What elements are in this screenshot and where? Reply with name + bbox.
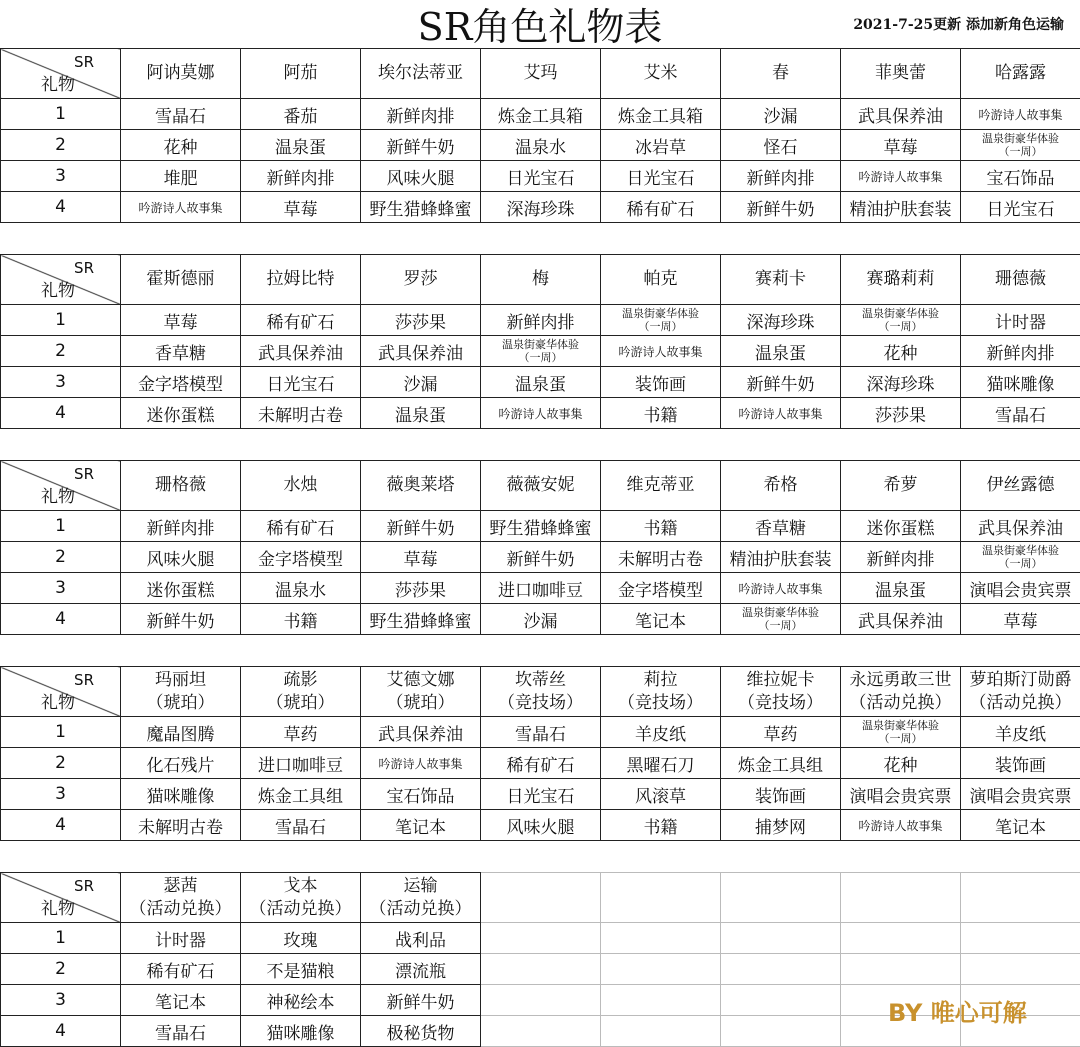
empty-cell (961, 923, 1080, 954)
gift-cell: 金字塔模型 (121, 367, 241, 398)
rank-label: 3 (1, 573, 121, 604)
gift-cell: 魔晶图腾 (121, 717, 241, 748)
gift-cell: 风味火腿 (361, 161, 481, 192)
corner-sr-label: SR (74, 877, 94, 895)
gift-row (1, 779, 1080, 810)
gift-cell: 草莓 (361, 542, 481, 573)
empty-cell (841, 923, 961, 954)
gift-row (1, 511, 1080, 542)
character-name: 坎蒂丝 （竞技场） (481, 667, 601, 717)
gift-cell: 稀有矿石 (241, 511, 361, 542)
empty-cell (961, 954, 1080, 985)
character-name: 艾德文娜 （琥珀） (361, 667, 481, 717)
gift-cell: 日光宝石 (481, 779, 601, 810)
gift-cell: 书籍 (241, 604, 361, 635)
gift-cell: 新鲜牛奶 (721, 192, 841, 223)
empty-cell (481, 985, 601, 1016)
gift-cell: 草莓 (241, 192, 361, 223)
empty-cell (721, 1016, 841, 1047)
gift-cell: 吟游诗人故事集 (121, 192, 241, 223)
corner-cell (1, 873, 121, 923)
gift-cell: 花种 (841, 748, 961, 779)
gift-cell: 香草糖 (121, 336, 241, 367)
gift-cell: 温泉街豪华体验 （一周） (961, 130, 1080, 161)
rank-label: 3 (1, 779, 121, 810)
gift-cell: 温泉街豪华体验 （一周） (601, 305, 721, 336)
gift-cell: 新鲜牛奶 (721, 367, 841, 398)
gift-cell: 新鲜肉排 (361, 99, 481, 130)
gift-cell: 香草糖 (721, 511, 841, 542)
rank-label: 2 (1, 336, 121, 367)
gift-cell: 风味火腿 (121, 542, 241, 573)
character-name: 埃尔法蒂亚 (361, 49, 481, 99)
gift-table-4 (0, 666, 1080, 841)
gift-cell: 番茄 (241, 99, 361, 130)
empty-cell (721, 873, 841, 923)
gift-cell: 吟游诗人故事集 (361, 748, 481, 779)
gift-cell: 温泉蛋 (841, 573, 961, 604)
empty-cell (601, 954, 721, 985)
character-name: 永远勇敢三世 （活动兑换） (841, 667, 961, 717)
character-name: 莉拉 （竞技场） (601, 667, 721, 717)
character-name: 拉姆比特 (241, 255, 361, 305)
empty-cell (721, 985, 841, 1016)
gift-cell: 新鲜肉排 (721, 161, 841, 192)
character-name: 阿茄 (241, 49, 361, 99)
rank-label: 4 (1, 192, 121, 223)
gift-cell: 吟游诗人故事集 (961, 99, 1080, 130)
gift-cell: 宝石饰品 (961, 161, 1080, 192)
character-name: 薇薇安妮 (481, 461, 601, 511)
gift-cell: 吟游诗人故事集 (721, 573, 841, 604)
character-name: 赛璐莉莉 (841, 255, 961, 305)
rank-label: 4 (1, 604, 121, 635)
gift-cell: 装饰画 (601, 367, 721, 398)
gift-cell: 书籍 (601, 511, 721, 542)
gift-row (1, 161, 1080, 192)
empty-cell (601, 1016, 721, 1047)
rank-label: 1 (1, 99, 121, 130)
gift-cell: 进口咖啡豆 (241, 748, 361, 779)
corner-gift-label: 礼物 (41, 693, 75, 713)
rank-label: 2 (1, 954, 121, 985)
gift-cell: 温泉蛋 (721, 336, 841, 367)
gift-cell: 草药 (721, 717, 841, 748)
gift-cell: 吟游诗人故事集 (601, 336, 721, 367)
rank-label: 4 (1, 810, 121, 841)
gift-cell: 金字塔模型 (601, 573, 721, 604)
gift-table-2 (0, 254, 1080, 429)
gift-cell: 捕梦网 (721, 810, 841, 841)
gift-cell: 炼金工具组 (721, 748, 841, 779)
gift-cell: 沙漏 (361, 367, 481, 398)
gift-cell: 稀有矿石 (121, 954, 241, 985)
character-name: 疏影 （琥珀） (241, 667, 361, 717)
gift-cell: 冰岩草 (601, 130, 721, 161)
gift-cell: 温泉水 (241, 573, 361, 604)
gift-row (1, 367, 1080, 398)
gift-row (1, 573, 1080, 604)
gift-row (1, 748, 1080, 779)
gift-cell: 日光宝石 (241, 367, 361, 398)
empty-cell (601, 923, 721, 954)
corner-gift-label: 礼物 (41, 487, 75, 507)
gift-cell: 新鲜牛奶 (361, 130, 481, 161)
character-name: 维拉妮卡 （竞技场） (721, 667, 841, 717)
rank-label: 1 (1, 511, 121, 542)
character-header-row (1, 461, 1080, 511)
gift-cell: 神秘绘本 (241, 985, 361, 1016)
gift-cell: 温泉蛋 (241, 130, 361, 161)
corner-sr-label: SR (74, 671, 94, 689)
gift-cell: 演唱会贵宾票 (841, 779, 961, 810)
corner-cell (1, 667, 121, 717)
character-name: 瑟茜 （活动兑换） (121, 873, 241, 923)
gift-cell: 吟游诗人故事集 (481, 398, 601, 429)
empty-cell (961, 873, 1080, 923)
character-name: 赛莉卡 (721, 255, 841, 305)
character-name: 萝珀斯汀勋爵 （活动兑换） (961, 667, 1080, 717)
character-name: 希格 (721, 461, 841, 511)
gift-cell: 极秘货物 (361, 1016, 481, 1047)
gift-row (1, 542, 1080, 573)
gift-cell: 草药 (241, 717, 361, 748)
rank-label: 4 (1, 1016, 121, 1047)
gift-cell: 宝石饰品 (361, 779, 481, 810)
gift-cell: 金字塔模型 (241, 542, 361, 573)
gift-cell: 温泉水 (481, 130, 601, 161)
gift-cell: 炼金工具箱 (601, 99, 721, 130)
gift-cell: 笔记本 (361, 810, 481, 841)
gift-cell: 草莓 (961, 604, 1080, 635)
gift-cell: 装饰画 (961, 748, 1080, 779)
gift-cell: 吟游诗人故事集 (841, 161, 961, 192)
character-name: 罗莎 (361, 255, 481, 305)
rank-label: 3 (1, 161, 121, 192)
gift-cell: 猫咪雕像 (121, 779, 241, 810)
character-name: 珊德薇 (961, 255, 1080, 305)
gift-cell: 野生猎蜂蜂蜜 (361, 192, 481, 223)
corner-gift-label: 礼物 (41, 281, 75, 301)
gift-cell: 新鲜肉排 (961, 336, 1080, 367)
title-row (0, 0, 1080, 50)
character-header-row (1, 255, 1080, 305)
gift-cell: 深海珍珠 (841, 367, 961, 398)
gift-cell: 未解明古卷 (121, 810, 241, 841)
empty-cell (601, 873, 721, 923)
empty-cell (721, 923, 841, 954)
corner-cell (1, 461, 121, 511)
gift-row (1, 336, 1080, 367)
gift-cell: 温泉街豪华体验 （一周） (841, 717, 961, 748)
character-name: 维克蒂亚 (601, 461, 721, 511)
gift-cell: 莎莎果 (361, 305, 481, 336)
gift-cell: 新鲜牛奶 (361, 985, 481, 1016)
gift-cell: 演唱会贵宾票 (961, 779, 1080, 810)
gift-row (1, 717, 1080, 748)
gift-cell: 猫咪雕像 (961, 367, 1080, 398)
gift-cell: 怪石 (721, 130, 841, 161)
rank-label: 4 (1, 398, 121, 429)
gift-cell: 计时器 (961, 305, 1080, 336)
empty-cell (601, 985, 721, 1016)
gift-cell: 吟游诗人故事集 (721, 398, 841, 429)
character-name: 伊丝露德 (961, 461, 1080, 511)
gift-cell: 莎莎果 (361, 573, 481, 604)
gift-cell: 书籍 (601, 810, 721, 841)
gift-cell: 新鲜牛奶 (361, 511, 481, 542)
gift-cell: 雪晶石 (121, 99, 241, 130)
character-name: 运输 （活动兑换） (361, 873, 481, 923)
gift-row (1, 810, 1080, 841)
gift-cell: 迷你蛋糕 (121, 573, 241, 604)
gift-cell: 花种 (121, 130, 241, 161)
gift-cell: 化石残片 (121, 748, 241, 779)
gift-cell: 武具保养油 (361, 336, 481, 367)
gift-cell: 迷你蛋糕 (841, 511, 961, 542)
gift-cell: 战利品 (361, 923, 481, 954)
gift-cell: 稀有矿石 (601, 192, 721, 223)
gift-cell: 笔记本 (961, 810, 1080, 841)
gift-cell: 稀有矿石 (241, 305, 361, 336)
gift-row (1, 954, 1080, 985)
gift-cell: 精油护肤套装 (841, 192, 961, 223)
gift-cell: 日光宝石 (961, 192, 1080, 223)
character-name: 玛丽坦 （琥珀） (121, 667, 241, 717)
gift-cell: 不是猫粮 (241, 954, 361, 985)
gift-row (1, 923, 1080, 954)
gift-row (1, 130, 1080, 161)
gift-cell: 笔记本 (121, 985, 241, 1016)
gift-cell: 日光宝石 (601, 161, 721, 192)
gift-cell: 演唱会贵宾票 (961, 573, 1080, 604)
gift-cell: 风滚草 (601, 779, 721, 810)
gift-cell: 风味火腿 (481, 810, 601, 841)
gift-cell: 新鲜肉排 (241, 161, 361, 192)
empty-cell (841, 954, 961, 985)
gift-cell: 沙漏 (721, 99, 841, 130)
gift-cell: 吟游诗人故事集 (841, 810, 961, 841)
character-name: 珊格薇 (121, 461, 241, 511)
gift-cell: 雪晶石 (121, 1016, 241, 1047)
gift-cell: 草莓 (841, 130, 961, 161)
rank-label: 1 (1, 717, 121, 748)
gift-cell: 日光宝石 (481, 161, 601, 192)
gift-cell: 未解明古卷 (601, 542, 721, 573)
gift-cell: 书籍 (601, 398, 721, 429)
empty-cell (841, 873, 961, 923)
gift-row (1, 192, 1080, 223)
character-name: 菲奥蕾 (841, 49, 961, 99)
gift-cell: 雪晶石 (481, 717, 601, 748)
rank-label: 3 (1, 367, 121, 398)
update-note: 2021-7-25更新 添加新角色运输 (853, 17, 1064, 33)
gift-cell: 野生猎蜂蜂蜜 (361, 604, 481, 635)
gift-cell: 猫咪雕像 (241, 1016, 361, 1047)
character-name: 春 (721, 49, 841, 99)
corner-sr-label: SR (74, 259, 94, 277)
rank-label: 2 (1, 130, 121, 161)
character-name: 艾米 (601, 49, 721, 99)
gift-cell: 炼金工具箱 (481, 99, 601, 130)
gift-cell: 武具保养油 (241, 336, 361, 367)
gift-cell: 漂流瓶 (361, 954, 481, 985)
gift-cell: 武具保养油 (961, 511, 1080, 542)
gift-cell: 进口咖啡豆 (481, 573, 601, 604)
gift-cell: 玫瑰 (241, 923, 361, 954)
empty-cell (481, 923, 601, 954)
gift-cell: 武具保养油 (841, 604, 961, 635)
gift-table-1 (0, 48, 1080, 223)
gift-cell: 沙漏 (481, 604, 601, 635)
gift-cell: 堆肥 (121, 161, 241, 192)
gift-cell: 羊皮纸 (601, 717, 721, 748)
corner-cell (1, 49, 121, 99)
gift-cell: 笔记本 (601, 604, 721, 635)
character-name: 戈本 （活动兑换） (241, 873, 361, 923)
gift-cell: 装饰画 (721, 779, 841, 810)
gift-cell: 雪晶石 (961, 398, 1080, 429)
character-name: 希萝 (841, 461, 961, 511)
gift-cell: 温泉街豪华体验 （一周） (961, 542, 1080, 573)
character-header-row (1, 49, 1080, 99)
gift-cell: 未解明古卷 (241, 398, 361, 429)
character-name: 梅 (481, 255, 601, 305)
empty-cell (721, 954, 841, 985)
character-name: 水烛 (241, 461, 361, 511)
rank-label: 1 (1, 923, 121, 954)
author-signature: BY 唯心可解 (888, 999, 1027, 1027)
gift-cell: 温泉街豪华体验 （一周） (841, 305, 961, 336)
corner-gift-label: 礼物 (41, 899, 75, 919)
rank-label: 1 (1, 305, 121, 336)
character-name: 薇奥莱塔 (361, 461, 481, 511)
gift-cell: 深海珍珠 (481, 192, 601, 223)
page-title: SR角色礼物表 (417, 5, 663, 49)
character-name: 艾玛 (481, 49, 601, 99)
gift-cell: 温泉蛋 (481, 367, 601, 398)
character-name: 哈露露 (961, 49, 1080, 99)
gift-cell: 新鲜牛奶 (481, 542, 601, 573)
gift-cell: 新鲜肉排 (121, 511, 241, 542)
corner-sr-label: SR (74, 465, 94, 483)
rank-label: 2 (1, 542, 121, 573)
gift-cell: 新鲜肉排 (841, 542, 961, 573)
gift-cell: 深海珍珠 (721, 305, 841, 336)
gift-cell: 新鲜肉排 (481, 305, 601, 336)
gift-cell: 黑曜石刀 (601, 748, 721, 779)
gift-cell: 新鲜牛奶 (121, 604, 241, 635)
gift-cell: 温泉街豪华体验 （一周） (481, 336, 601, 367)
gift-cell: 精油护肤套装 (721, 542, 841, 573)
character-header-row (1, 873, 1080, 923)
corner-sr-label: SR (74, 53, 94, 71)
corner-gift-label: 礼物 (41, 75, 75, 95)
gift-row (1, 99, 1080, 130)
gift-cell: 草莓 (121, 305, 241, 336)
gift-row (1, 604, 1080, 635)
gift-cell: 温泉蛋 (361, 398, 481, 429)
gift-cell: 雪晶石 (241, 810, 361, 841)
character-name: 阿讷莫娜 (121, 49, 241, 99)
empty-cell (481, 1016, 601, 1047)
gift-table-3 (0, 460, 1080, 635)
gift-row (1, 305, 1080, 336)
character-name: 帕克 (601, 255, 721, 305)
gift-cell: 武具保养油 (841, 99, 961, 130)
gift-cell: 花种 (841, 336, 961, 367)
gift-cell: 羊皮纸 (961, 717, 1080, 748)
character-name: 霍斯德丽 (121, 255, 241, 305)
gift-cell: 炼金工具组 (241, 779, 361, 810)
rank-label: 2 (1, 748, 121, 779)
gift-cell: 迷你蛋糕 (121, 398, 241, 429)
gift-cell: 计时器 (121, 923, 241, 954)
character-header-row (1, 667, 1080, 717)
rank-label: 3 (1, 985, 121, 1016)
gift-cell: 武具保养油 (361, 717, 481, 748)
empty-cell (481, 873, 601, 923)
corner-cell (1, 255, 121, 305)
gift-row (1, 398, 1080, 429)
gift-cell: 野生猎蜂蜂蜜 (481, 511, 601, 542)
gift-cell: 稀有矿石 (481, 748, 601, 779)
gift-cell: 莎莎果 (841, 398, 961, 429)
empty-cell (481, 954, 601, 985)
gift-cell: 温泉街豪华体验 （一周） (721, 604, 841, 635)
